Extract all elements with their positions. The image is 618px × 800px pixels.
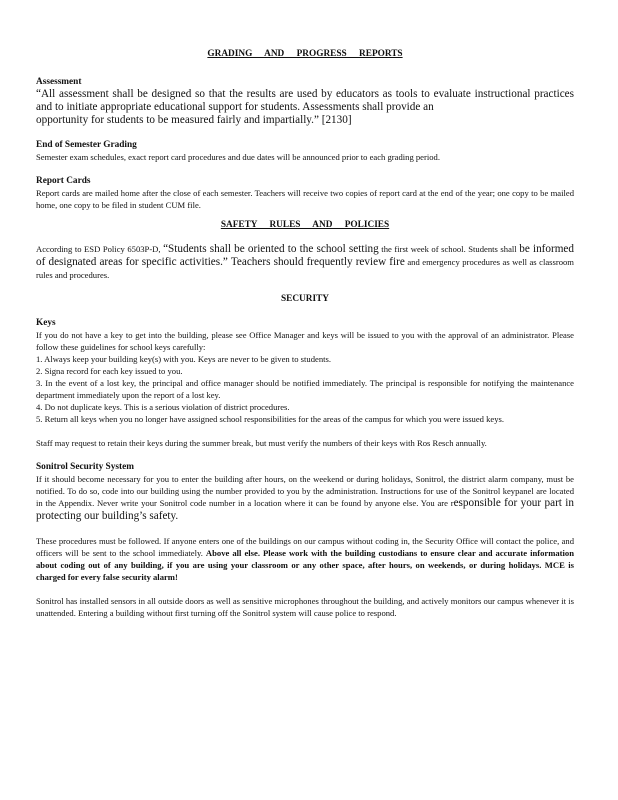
list-item: 1. Always keep your building key(s) with you. Keys are never to be given to students. — [36, 354, 331, 364]
sonitrol-paragraph-3: Sonitrol has installed sensors in all outside doors as well as sensitive microphones throughout the building, and actively monitors our campus whenever it is unattended. Entering a building without first turning off the Sonitrol system will cause police to respond. — [36, 596, 574, 618]
assessment-section — [36, 76, 574, 127]
safety-section — [36, 219, 574, 281]
sonitrol-paragraph-2 — [36, 535, 574, 583]
list-item: 2. Signa record for each key issued to you. — [36, 366, 183, 376]
list-item: 5. Return all keys when you no longer have assigned school responsibilities for the areas of the campus for which you were issued keys. — [36, 414, 505, 424]
document-page — [36, 48, 574, 619]
safety-heading: SAFETY RULES AND POLICIES — [220, 220, 390, 230]
keys-section — [36, 317, 574, 449]
report-cards-section — [36, 175, 574, 211]
sonitrol-section — [36, 461, 574, 619]
end-of-semester-heading: End of Semester Grading — [36, 140, 137, 150]
safety-text-part1: According to ESD Policy 6503P-D, — [36, 244, 164, 254]
sonitrol-paragraph-1 — [36, 473, 574, 523]
safety-text-part3: the first week of school. Students shall — [378, 244, 520, 254]
assessment-quote-end: opportunity for students to be measured fairly and impartially.” [2130] — [36, 114, 352, 126]
page-title: GRADING AND PROGRESS REPORTS — [207, 49, 403, 59]
sonitrol-p1-emphasis: esponsible for your part in protecting our building’s safety. — [36, 497, 574, 522]
sonitrol-heading: Sonitrol Security System — [36, 462, 134, 472]
end-of-semester-section — [36, 139, 574, 163]
list-item: 4. Do not duplicate keys. This is a serious violation of district procedures. — [36, 402, 290, 412]
security-heading: SECURITY — [280, 294, 330, 304]
keys-intro: If you do not have a key to get into the building, please see Office Manager and keys will be issued to you with the approval of an administrator. Please follow these guidelines for school keys carefully: — [36, 330, 574, 352]
safety-text-part5: and emergency procedures as well as classroom rules and procedures. — [36, 257, 574, 280]
sonitrol-p2-text: These procedures must be followed. If anyone enters one of the buildings on our campus without coding in, the Security Office will contact the police, and officers will be sent to the school immediately. — [36, 536, 574, 558]
safety-quote-b: be informed of designated areas for specific activities.” Teachers should frequently review fire — [36, 243, 574, 268]
assessment-heading: Assessment — [36, 77, 82, 87]
keys-heading: Keys — [36, 318, 56, 328]
sonitrol-p1-text: If it should become necessary for you to enter the building after hours, on the weekend or during holidays, Sonitrol, the district alarm company, must be notified. To do so, code into our building using the number provided to you by the administration. Instructions for use of the Sonitrol keypanel are located in the Appendix. Never write your Sonitrol code number in a location where it can be found by anyone else. You are r — [36, 474, 574, 508]
report-cards-text: Report cards are mailed home after the close of each semester. Teachers will receive two copies of report card at the end of the year; one copy to be mailed home, one copy to be filed in student CUM file. — [36, 188, 574, 210]
keys-guidelines-list — [36, 353, 574, 425]
safety-quote-a: “Students shall be oriented to the school setting — [163, 243, 379, 255]
assessment-quote-start: “All assessment shall be designed so that the results are used by educators as tools to evaluate instructional practices and to initiate appropriate educational support for students. Assessments shall provide an — [36, 88, 574, 113]
sonitrol-p2-bold: Above all else. Please work with the building custodians to ensure clear and accurate information about coding out of any building, if you are using your classroom or any other space, after hours, on weekends, or during holidays. MCE is charged for every false security alarm! — [36, 548, 574, 582]
list-item: 3. In the event of a lost key, the principal and office manager should be notified immediately. The principal is responsible for notifying the maintenance department immediately upon the report of a lost key. — [36, 378, 574, 400]
keys-staff-note: Staff may request to retain their keys during the summer break, but must verify the numbers of their keys with Ros Resch annually. — [36, 438, 487, 448]
report-cards-heading: Report Cards — [36, 176, 91, 186]
safety-text — [36, 243, 574, 281]
end-of-semester-text: Semester exam schedules, exact report card procedures and due dates will be announced prior to each grading period. — [36, 152, 440, 162]
assessment-quote — [36, 88, 574, 127]
